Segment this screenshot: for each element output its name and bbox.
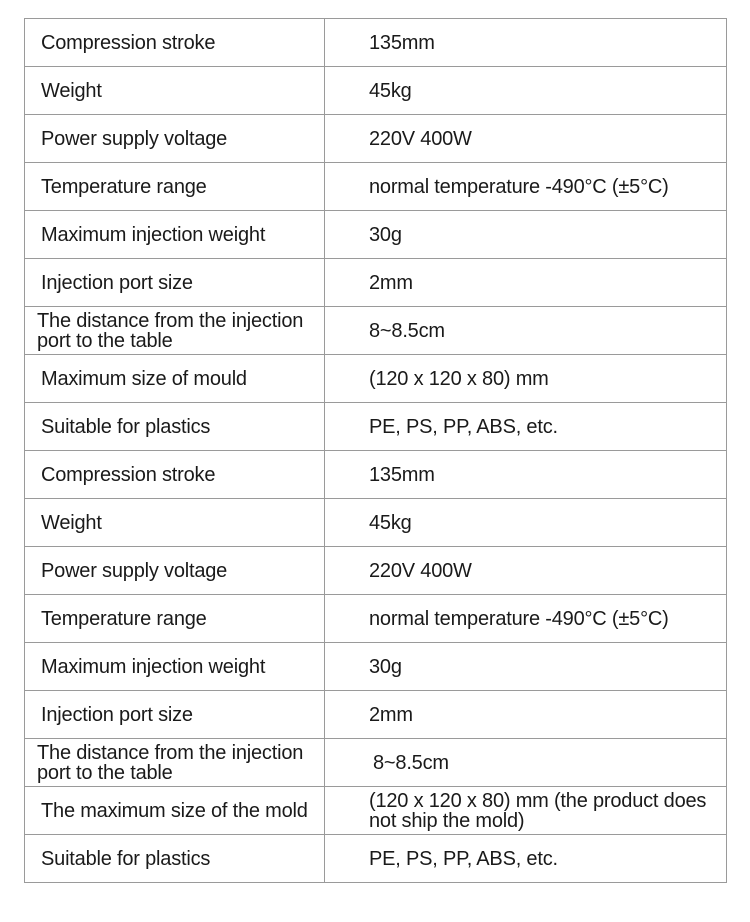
spec-value xyxy=(325,643,727,691)
spec-label-text: Temperature range xyxy=(41,607,207,630)
spec-label xyxy=(25,499,325,547)
table-row xyxy=(25,691,727,739)
table-row xyxy=(25,211,727,259)
spec-label-text: Temperature range xyxy=(41,175,207,198)
table-row xyxy=(25,739,727,787)
spec-label-text: Injection port size xyxy=(41,703,193,726)
spec-label-text: Maximum size of mould xyxy=(41,367,247,390)
spec-value xyxy=(325,787,727,835)
spec-value xyxy=(325,835,727,883)
spec-value xyxy=(325,451,727,499)
spec-value xyxy=(325,547,727,595)
spec-value-text: 135mm xyxy=(369,463,435,486)
spec-table xyxy=(24,18,727,883)
spec-label xyxy=(25,835,325,883)
table-row xyxy=(25,307,727,355)
spec-value xyxy=(325,211,727,259)
spec-value xyxy=(325,595,727,643)
spec-value-text: 30g xyxy=(369,655,402,678)
table-row xyxy=(25,835,727,883)
spec-value-text: 8~8.5cm xyxy=(369,319,445,342)
spec-label-text: Maximum injection weight xyxy=(41,223,266,246)
spec-label xyxy=(25,115,325,163)
spec-label-text: The distance from the injection port to the table xyxy=(37,741,304,784)
spec-value xyxy=(325,19,727,67)
table-row xyxy=(25,547,727,595)
spec-label-text: Injection port size xyxy=(41,271,193,294)
spec-value-text: normal temperature -490°C (±5°C) xyxy=(369,175,669,198)
spec-value-text: 135mm xyxy=(369,31,435,54)
table-row xyxy=(25,499,727,547)
table-row xyxy=(25,643,727,691)
spec-label xyxy=(25,643,325,691)
spec-value xyxy=(325,499,727,547)
table-row xyxy=(25,259,727,307)
spec-value-text: 220V 400W xyxy=(369,127,472,150)
spec-value xyxy=(325,691,727,739)
table-row xyxy=(25,595,727,643)
spec-label-text: The distance from the injection port to the table xyxy=(37,309,304,352)
spec-label xyxy=(25,163,325,211)
spec-value-text: 220V 400W xyxy=(369,559,472,582)
table-row xyxy=(25,19,727,67)
spec-value-text: 2mm xyxy=(369,271,413,294)
spec-value-text: PE, PS, PP, ABS, etc. xyxy=(369,847,558,870)
spec-value-text: 45kg xyxy=(369,511,412,534)
table-row xyxy=(25,787,727,835)
spec-label xyxy=(25,403,325,451)
spec-label xyxy=(25,787,325,835)
spec-label xyxy=(25,19,325,67)
spec-label xyxy=(25,355,325,403)
spec-value xyxy=(325,67,727,115)
spec-label xyxy=(25,691,325,739)
spec-value xyxy=(325,355,727,403)
spec-value xyxy=(325,403,727,451)
spec-label-text: The maximum size of the mold xyxy=(41,799,308,822)
spec-value xyxy=(325,163,727,211)
spec-label xyxy=(25,595,325,643)
spec-label-text: Suitable for plastics xyxy=(41,847,211,870)
spec-value-text: 45kg xyxy=(369,79,412,102)
table-row xyxy=(25,403,727,451)
spec-label xyxy=(25,259,325,307)
spec-label-text: Power supply voltage xyxy=(41,127,228,150)
spec-label-text: Maximum injection weight xyxy=(41,655,266,678)
table-row xyxy=(25,451,727,499)
spec-label-text: Weight xyxy=(41,511,102,534)
spec-label xyxy=(25,739,325,787)
table-row xyxy=(25,355,727,403)
table-row xyxy=(25,67,727,115)
spec-label-text: Power supply voltage xyxy=(41,559,228,582)
spec-label-text: Compression stroke xyxy=(41,31,216,54)
table-row xyxy=(25,115,727,163)
spec-value-text: 2mm xyxy=(369,703,413,726)
spec-value-text: 30g xyxy=(369,223,402,246)
spec-value-text: PE, PS, PP, ABS, etc. xyxy=(369,415,558,438)
spec-label xyxy=(25,307,325,355)
spec-label-text: Weight xyxy=(41,79,102,102)
spec-value-text: 8~8.5cm xyxy=(373,751,449,774)
spec-value xyxy=(325,259,727,307)
spec-label xyxy=(25,211,325,259)
spec-value-text: (120 x 120 x 80) mm (the product does not ship the mold) xyxy=(369,789,707,832)
spec-label-text: Suitable for plastics xyxy=(41,415,211,438)
spec-label-text: Compression stroke xyxy=(41,463,216,486)
spec-label xyxy=(25,547,325,595)
spec-label xyxy=(25,67,325,115)
spec-value-text: (120 x 120 x 80) mm xyxy=(369,367,549,390)
spec-value xyxy=(325,115,727,163)
spec-label xyxy=(25,451,325,499)
table-row xyxy=(25,163,727,211)
spec-value xyxy=(325,307,727,355)
spec-value xyxy=(325,739,727,787)
spec-value-text: normal temperature -490°C (±5°C) xyxy=(369,607,669,630)
